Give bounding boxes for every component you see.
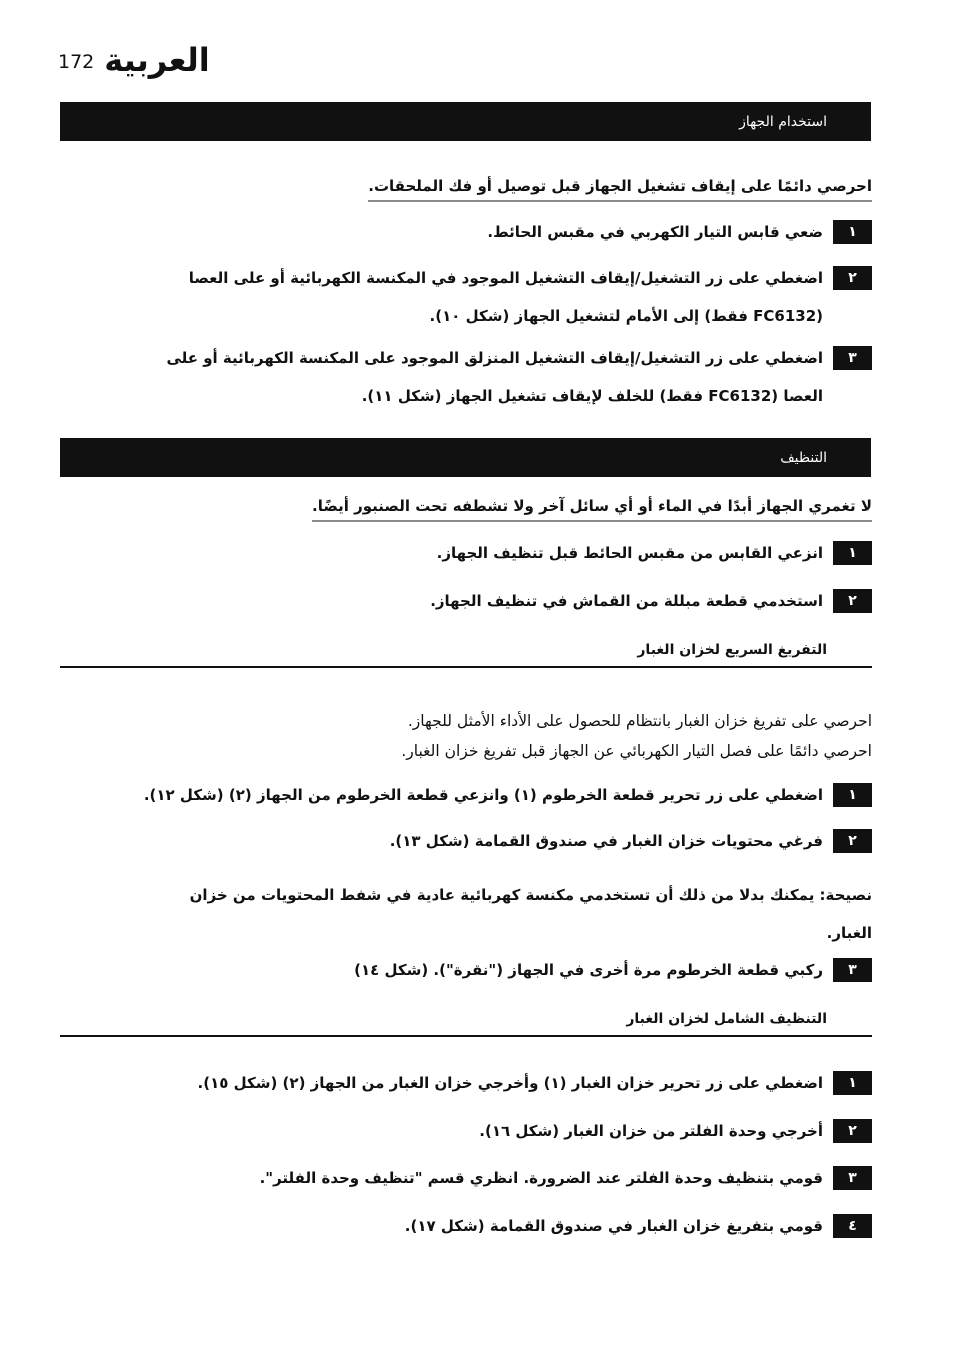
- step-text: اضغطي على زر التشغيل/إيقاف التشغيل الموجود في المكنسة الكهربائية أو على العصا (FC6132 فقط) إلى الأمام لتشغيل الجهاز (شكل ١٠).: [188, 269, 823, 325]
- step-number-badge: ٣: [833, 1166, 872, 1190]
- language-title: العربية: [104, 41, 210, 79]
- section-bar-use: [60, 102, 871, 141]
- quick-empty-intro: احرصي على تفريغ خزان الغبار بانتظام للحصول على الأداء الأمثل للجهاز. احرصي دائمًا على فصل التيار الكهربائي عن الجهاز قبل تفريغ خزان الغبار.: [401, 712, 872, 760]
- page-number: 172: [58, 51, 95, 73]
- step-text: ركبي قطعة الخرطوم مرة أخرى في الجهاز ("نقرة"). (شكل ١٤): [354, 961, 823, 979]
- step-number-badge: ١: [833, 783, 872, 807]
- thorough-step-1: [198, 1071, 872, 1102]
- step-number-badge: ٣: [833, 346, 872, 370]
- step-text: قومي بتنظيف وحدة الفلتر عند الضرورة. انظري قسم "تنظيف وحدة الفلتر".: [259, 1169, 823, 1187]
- step-text: أخرجي وحدة الفلتر من خزان الغبار (شكل ١٦).: [479, 1122, 823, 1140]
- section-title-cleaning: التنظيف: [780, 449, 827, 466]
- step-number-badge: ٤: [833, 1214, 872, 1238]
- subsection-title-thorough: التنظيف الشامل لخزان الغبار: [626, 1011, 827, 1027]
- step-number-badge: ٢: [833, 1119, 872, 1143]
- step-number-badge: ٣: [833, 958, 872, 982]
- step-number-badge: ٢: [833, 829, 872, 853]
- step-text: اضغطي على زر تحرير خزان الغبار (١) وأخرجي خزان الغبار من الجهاز (٢) (شكل ١٥).: [197, 1074, 823, 1092]
- use-warning: احرصي دائمًا على إيقاف تشغيل الجهاز قبل توصيل أو فك الملحقات.: [368, 176, 872, 202]
- step-text: اضغطي على زر التشغيل/إيقاف التشغيل المنزلق الموجود على المكنسة الكهربائية أو على العصا (FC6132 فقط) للخلف لإيقاف تشغيل الجهاز (شكل ١١).: [166, 349, 823, 405]
- cleaning-step-1: [437, 541, 872, 572]
- step-number-badge: ٢: [833, 266, 872, 290]
- use-step-2: [189, 266, 872, 335]
- section-title-use: استخدام الجهاز: [739, 113, 827, 130]
- subsection-rule: [60, 1035, 872, 1037]
- step-number-badge: ٢: [833, 589, 872, 613]
- step-number-badge: ١: [833, 1071, 872, 1095]
- thorough-step-4: [405, 1214, 872, 1245]
- step-text: قومي بتفريغ خزان الغبار في صندوق القمامة (شكل ١٧).: [404, 1217, 823, 1235]
- cleaning-step-2: [430, 589, 872, 620]
- use-step-3: [166, 346, 872, 415]
- section-bar-cleaning: [60, 438, 871, 477]
- step-text: فرغي محتويات خزان الغبار في صندوق القمامة (شكل ١٣).: [389, 832, 823, 850]
- quick-empty-step-1: [144, 783, 872, 814]
- step-number-badge: ١: [833, 220, 872, 244]
- thorough-step-2: [479, 1119, 872, 1150]
- step-text: ضعي قابس التيار الكهربي في مقبس الحائط.: [487, 223, 823, 241]
- step-text: انزعي القابس من مقبس الحائط قبل تنظيف الجهاز.: [436, 544, 823, 562]
- step-text: استخدمي قطعة مبللة من القماش في تنظيف الجهاز.: [430, 592, 823, 610]
- page-header: [58, 40, 358, 80]
- subsection-title-quick-empty: التفريغ السريع لخزان الغبار: [637, 642, 827, 658]
- cleaning-warning: لا تغمري الجهاز أبدًا في الماء أو أي سائل آخر ولا تشطفه تحت الصنبور أيضًا.: [312, 496, 872, 522]
- quick-empty-step-2: [390, 829, 872, 860]
- thorough-step-3: [260, 1166, 872, 1197]
- subsection-rule: [60, 666, 872, 668]
- quick-empty-step-3: [354, 958, 872, 989]
- step-text: اضغطي على زر تحرير قطعة الخرطوم (١) وانزعي قطعة الخرطوم من الجهاز (٢) (شكل ١٢).: [143, 786, 823, 804]
- use-step-1: [487, 220, 872, 251]
- quick-empty-tip: نصيحة: يمكنك بدلا من ذلك أن تستخدمي مكنسة كهربائية عادية في شفط المحتويات من خزان الغبار.: [189, 886, 872, 942]
- step-number-badge: ١: [833, 541, 872, 565]
